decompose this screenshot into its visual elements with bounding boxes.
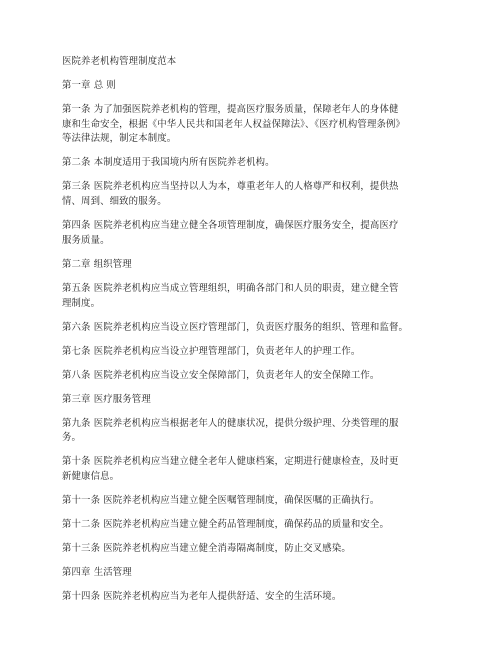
article-8 xyxy=(62,369,440,384)
text-line: 第一章 总 则 xyxy=(62,79,116,91)
chapter-1-heading xyxy=(62,79,440,94)
document-title: 医院养老机构管理制度范本 xyxy=(62,56,177,67)
text-line: 服务质量。 xyxy=(62,234,110,246)
text-line: 第十一条 医院养老机构应当建立健全医嘱管理制度，确保医嘱的正确执行。 xyxy=(62,495,380,507)
text-line: 第四条 医院养老机构应当建立健全各项管理制度，确保医疗服务安全，提高医疗 xyxy=(62,220,399,232)
text-line: 情、周到、细致的服务。 xyxy=(62,196,167,208)
text-line: 第六条 医院养老机构应当设立医疗管理部门，负责医疗服务的组织、管理和监督。 xyxy=(62,321,409,333)
text-line: 第二条 本制度适用于我国境内所有医院养老机构。 xyxy=(62,157,275,169)
chapter-2-heading xyxy=(62,258,440,273)
text-line: 第十四条 医院养老机构应当为老年人提供舒适、安全的生活环境。 xyxy=(62,591,342,603)
article-10 xyxy=(62,455,440,485)
text-line: 第十三条 医院养老机构应当建立健全消毒隔离制度，防止交叉感染。 xyxy=(62,543,351,555)
text-line: 第四章 生活管理 xyxy=(62,567,132,579)
article-9 xyxy=(62,417,440,447)
article-13 xyxy=(62,542,440,557)
text-line: 第七条 医院养老机构应当设立护理管理部门，负责老年人的护理工作。 xyxy=(62,345,361,357)
article-14 xyxy=(62,590,440,605)
text-line: 新健康信息。 xyxy=(62,471,120,483)
article-7 xyxy=(62,345,440,360)
document-body xyxy=(62,55,440,614)
text-line: 等法律法规，制定本制度。 xyxy=(62,133,177,145)
text-line: 第九条 医院养老机构应当根据老年人的健康状况，提供分级护理、分类管理的服 xyxy=(62,417,399,429)
text-line: 康和生命安全，根据《中华人民共和国老年人权益保障法》、《医疗机构管理条例》 xyxy=(62,118,406,130)
chapter-3-heading xyxy=(62,393,440,408)
text-line: 第一条 为了加强医院养老机构的管理，提高医疗服务质量，保障老年人的身体健 xyxy=(62,103,399,115)
text-line: 理制度。 xyxy=(62,297,101,309)
article-5 xyxy=(62,282,440,312)
text-line: 第十条 医院养老机构应当建立健全老年人健康档案，定期进行健康检查，及时更 xyxy=(62,456,399,468)
article-1 xyxy=(62,103,440,147)
chapter-4-heading xyxy=(62,566,440,581)
text-line: 第五条 医院养老机构应当成立管理组织，明确各部门和人员的职责，建立健全管 xyxy=(62,282,399,294)
text-line: 第十二条 医院养老机构应当建立健全药品管理制度，确保药品的质量和安全。 xyxy=(62,519,389,531)
article-4 xyxy=(62,219,440,249)
text-line: 务。 xyxy=(62,432,82,444)
article-2 xyxy=(62,156,440,171)
text-line: 第三条 医院养老机构应当坚持以人为本，尊重老年人的人格尊严和权利，提供热 xyxy=(62,181,399,193)
text-line: 第八条 医院养老机构应当设立安全保障部门，负责老年人的安全保障工作。 xyxy=(62,369,380,381)
article-12 xyxy=(62,518,440,533)
article-3 xyxy=(62,180,440,210)
article-11 xyxy=(62,494,440,509)
article-6 xyxy=(62,321,440,336)
text-line: 第二章 组织管理 xyxy=(62,258,132,270)
text-line: 第三章 医疗服务管理 xyxy=(62,393,151,405)
